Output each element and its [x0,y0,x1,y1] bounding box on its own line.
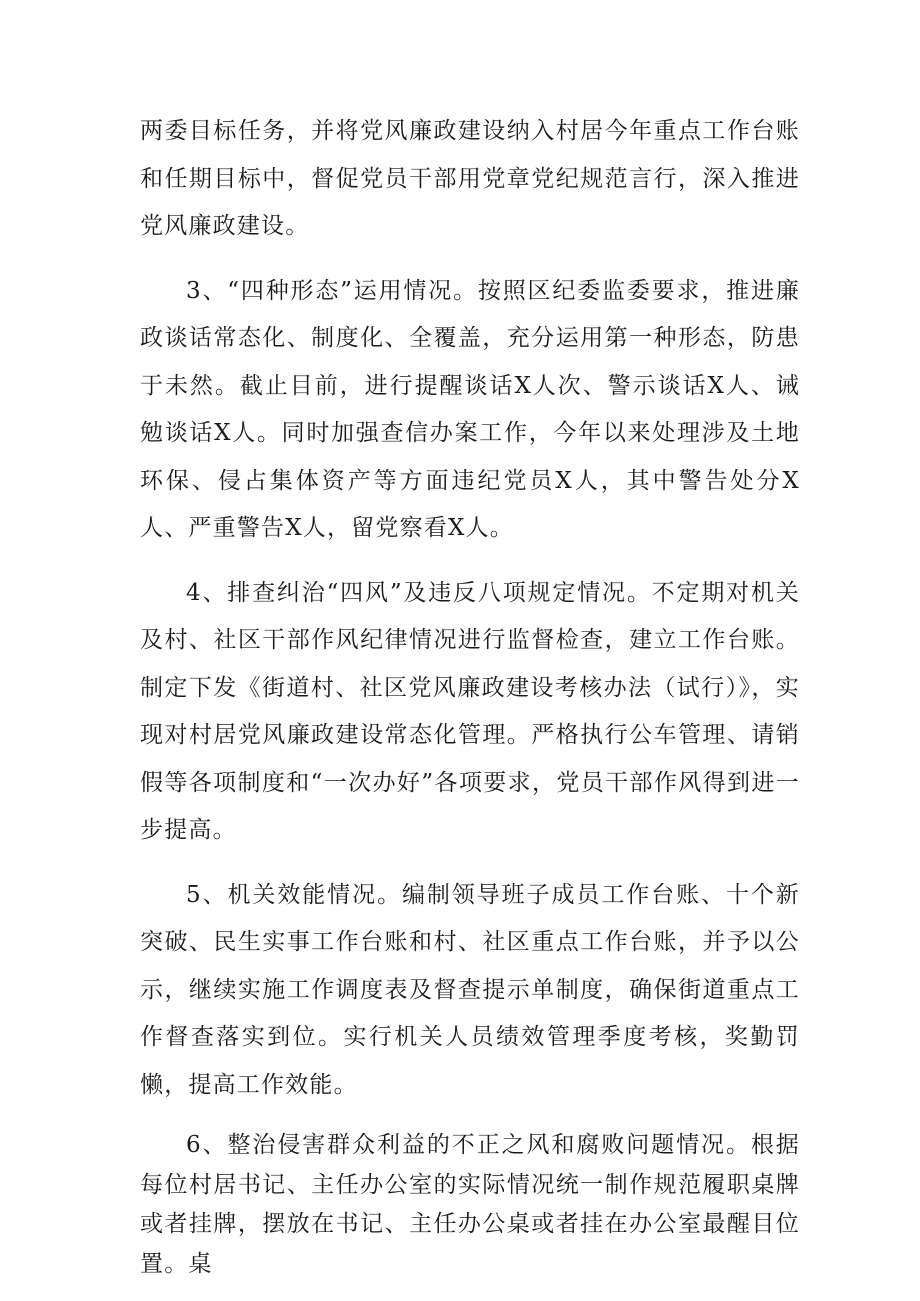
paragraph-continuation: 两委目标任务，并将党风廉政建设纳入村居今年重点工作台账和任期目标中，督促党员干部用党章党纪规范言行，深入推进党风廉政建设。 [140,118,800,239]
paragraph-item-5: 5、机关效能情况。编制领导班子成员工作台账、十个新突破、民生实事工作台账和村、社区重点工作台账，并予以公示，继续实施工作调度表及督查提示单制度，确保街道重点工作督查落实到位。实行机关人员绩效管理季度考核，奖勤罚懒，提高工作效能。 [140,881,800,1098]
paragraph-item-4: 4、排查纠治“四风”及违反八项规定情况。不定期对机关及村、社区干部作风纪律情况进行监督检查，建立工作台账。制定下发《街道村、社区党风廉政建设考核办法（试行）》，实现对村居党风廉政建设常态化管理。严格执行公车管理、请销假等各项制度和“一次办好”各项要求，党员干部作风得到进一步提高。 [140,579,800,843]
paragraph-item-6: 6、整治侵害群众利益的不正之风和腐败问题情况。根据每位村居书记、主任办公室的实际情况统一制作规范履职桌牌或者挂牌，摆放在书记、主任办公桌或者挂在办公室最醒目位置。桌 [140,1132,800,1277]
document-body [140,108,800,1284]
paragraph-item-3: 3、“四种形态”运用情况。按照区纪委监委要求，推进廉政谈话常态化、制度化、全覆盖，充分运用第一种形态，防患于未然。截止目前，进行提醒谈话X人次、警示谈话X人、诫勉谈话X人。同时加强查信办案工作，今年以来处理涉及土地环保、侵占集体资产等方面违纪党员X人，其中警告处分X人、严重警告X人，留党察看X人。 [140,277,800,541]
